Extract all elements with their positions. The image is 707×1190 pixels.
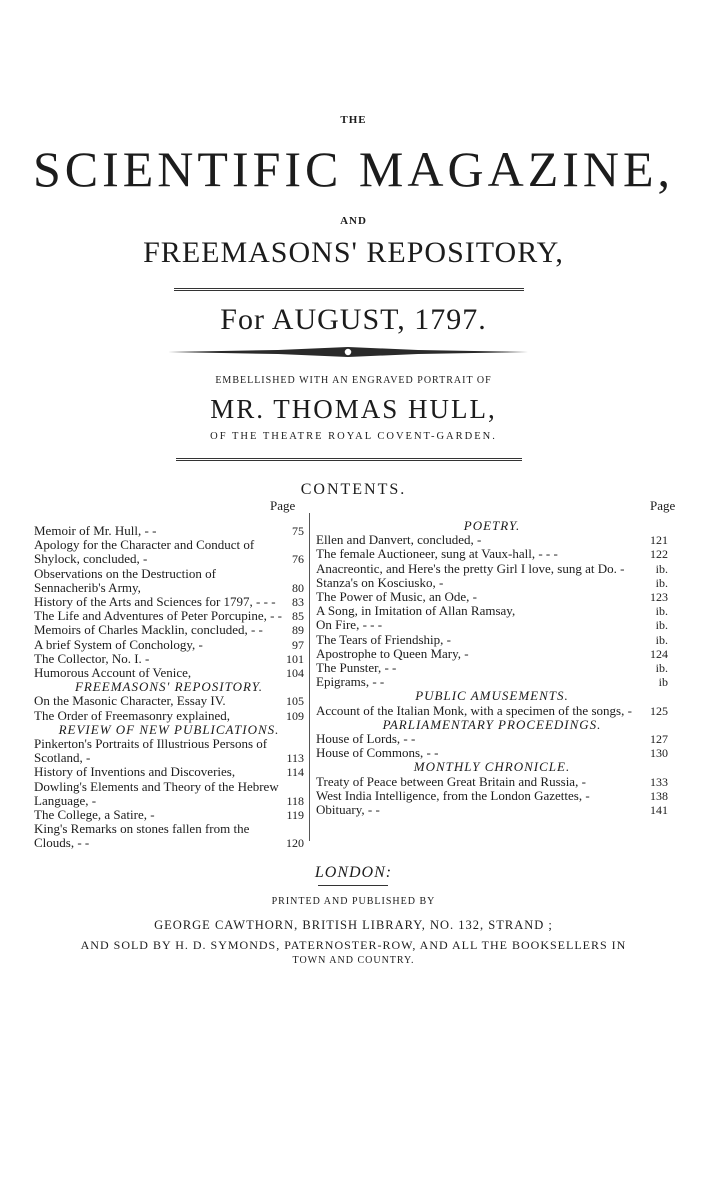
magazine-title-line1: SCIENTIFIC MAGAZINE, — [32, 141, 675, 197]
contents-entry-title: History of Inventions and Discoveries, — [34, 764, 236, 780]
and-label: AND — [340, 215, 367, 227]
contents-entry-page: 120 — [286, 836, 304, 851]
contents-entry — [34, 609, 304, 623]
issue-date: For AUGUST, 1797. — [220, 303, 487, 336]
contents-entry — [34, 652, 304, 666]
contents-entry-title: The Power of Music, an Ode, - — [316, 589, 478, 605]
double-rule-top — [174, 288, 524, 291]
contents-entry-page: 130 — [650, 746, 668, 761]
contents-entry-title: Ellen and Danvert, concluded, - — [316, 532, 482, 548]
contents-left-column — [34, 524, 304, 851]
contents-entry — [34, 765, 304, 779]
contents-entry-page: 101 — [286, 651, 304, 666]
contents-entry-title: West India Intelligence, from the London Gazettes, - — [316, 787, 590, 803]
contents-entry-title: A brief System of Conchology, - — [34, 636, 203, 652]
contents-entry — [316, 803, 668, 817]
contents-entry-page: 123 — [650, 590, 668, 605]
imprint-printed: PRINTED AND PUBLISHED BY — [271, 896, 436, 907]
contents-entry-title: Stanza's on Kosciusko, - — [316, 574, 444, 590]
contents-entry-page: 76 — [292, 552, 304, 567]
contents-section-heading: PARLIAMENTARY PROCEEDINGS. — [382, 716, 602, 732]
contents-heading: CONTENTS. — [300, 481, 407, 498]
the-label: THE — [340, 114, 367, 126]
contents-entry-page: ib. — [655, 561, 668, 576]
contents-entry-page: 113 — [286, 751, 304, 766]
contents-entry — [34, 623, 304, 637]
contents-entry-page: 89 — [292, 623, 304, 638]
contents-entry — [316, 547, 668, 561]
contents-section-heading: PUBLIC AMUSEMENTS. — [415, 688, 569, 704]
contents-entry-page: 85 — [292, 609, 304, 624]
contents-entry-title: The female Auctioneer, sung at Vaux-hall, - - - — [316, 546, 558, 562]
portrait-theatre: OF THE THEATRE ROYAL COVENT-GARDEN. — [210, 431, 497, 442]
contents-entry-title: Dowling's Elements and Theory of the Hebrew Language, - — [34, 778, 279, 808]
contents-entry-title: On the Masonic Character, Essay IV. — [34, 693, 226, 709]
contents-entry — [34, 524, 304, 538]
contents-entry-title: The Collector, No. I. - — [34, 650, 150, 666]
contents-entry — [316, 618, 668, 632]
contents-entry — [316, 590, 668, 604]
contents-entry-title: History of the Arts and Sciences for 1797, - - - — [34, 594, 276, 610]
contents-section-heading: REVIEW OF NEW PUBLICATIONS. — [58, 721, 280, 737]
contents-entry — [34, 638, 304, 652]
contents-entry-page: 118 — [286, 793, 304, 808]
contents-entry — [316, 775, 668, 789]
contents-entry — [316, 647, 668, 661]
page-label-right: Page — [650, 498, 676, 513]
contents-entry — [316, 576, 668, 590]
embellished-note: EMBELLISHED WITH AN ENGRAVED PORTRAIT OF — [215, 375, 492, 386]
contents-section-heading: POETRY. — [463, 518, 521, 533]
contents-entry — [34, 694, 304, 708]
contents-entry-page: 133 — [650, 774, 668, 789]
contents-entry-page: 75 — [292, 524, 304, 538]
double-rule-middle — [176, 458, 522, 461]
contents-entry-title: Apology for the Character and Conduct of Shylock, concluded, - — [34, 537, 255, 567]
contents-entry — [316, 562, 668, 576]
contents-entry-title: A Song, in Imitation of Allan Ramsay, — [316, 603, 516, 619]
contents-entry — [316, 661, 668, 675]
imprint-rule — [318, 885, 388, 886]
contents-entry-title: Humorous Account of Venice, — [34, 665, 192, 681]
contents-entry — [316, 633, 668, 647]
contents-entry — [316, 746, 668, 760]
contents-entry-page: ib. — [655, 604, 668, 619]
contents-entry-title: House of Commons, - - — [316, 745, 439, 761]
contents-entry-title: King's Remarks on stones fallen from the Clouds, - - — [34, 821, 250, 851]
contents-entry — [34, 595, 304, 609]
contents-section-heading: MONTHLY CHRONICLE. — [413, 759, 571, 775]
magazine-title-line2: FREEMASONS' REPOSITORY, — [143, 236, 564, 269]
contents-entry-page: ib. — [655, 575, 668, 590]
contents-entry — [316, 533, 668, 547]
contents-entry-page: 105 — [286, 694, 304, 709]
contents-entry-title: On Fire, - - - — [316, 617, 383, 633]
contents-entry-page: 104 — [286, 666, 304, 681]
contents-entry-title: The Order of Freemasonry explained, — [34, 707, 231, 723]
contents-entry-title: The Punster, - - — [316, 660, 397, 676]
column-divider — [309, 513, 310, 841]
contents-entry-title: The Life and Adventures of Peter Porcupine, - - — [34, 608, 283, 624]
contents-entry-title: Apostrophe to Queen Mary, - — [316, 645, 469, 661]
contents-entry — [316, 732, 668, 746]
contents-entry — [34, 737, 304, 765]
contents-entry-page: 122 — [650, 547, 668, 562]
contents-entry-page: ib — [658, 675, 668, 690]
contents-entry-page: ib. — [655, 661, 668, 676]
portrait-name: MR. THOMAS HULL, — [210, 394, 497, 424]
contents-entry-page: 125 — [650, 703, 668, 718]
imprint-city: LONDON: — [314, 864, 393, 881]
contents-entry — [34, 808, 304, 822]
contents-entry-page: ib. — [655, 632, 668, 647]
contents-entry — [34, 780, 304, 808]
contents-entry-page: 141 — [650, 803, 668, 818]
contents-entry-title: Memoir of Mr. Hull, - - — [34, 523, 157, 538]
contents-entry-title: The College, a Satire, - — [34, 807, 155, 823]
contents-entry — [34, 567, 304, 595]
contents-entry-title: Memoirs of Charles Macklin, concluded, - - — [34, 622, 263, 638]
contents-entry-page: 138 — [650, 788, 668, 803]
contents-entry-title: Obituary, - - — [316, 802, 380, 818]
contents-entry-page: 83 — [292, 595, 304, 610]
page-label-left: Page — [270, 498, 296, 513]
contents-entry-title: Pinkerton's Portraits of Illustrious Persons of Scotland, - — [34, 736, 268, 766]
contents-entry — [34, 538, 304, 566]
contents-entry-page: 97 — [292, 637, 304, 652]
contents-entry-title: Epigrams, - - — [316, 674, 385, 690]
contents-entry-page: 109 — [286, 708, 304, 723]
contents-entry-page: 124 — [650, 646, 668, 661]
contents-entry — [316, 675, 668, 689]
contents-entry-page: 80 — [292, 580, 304, 595]
contents-entry — [316, 604, 668, 618]
contents-right-column — [316, 519, 668, 817]
contents-entry-page: 127 — [650, 732, 668, 747]
contents-entry-title: The Tears of Friendship, - — [316, 631, 451, 647]
contents-entry — [316, 704, 668, 718]
contents-entry-page: 114 — [286, 765, 304, 780]
imprint-publisher-line2: AND SOLD BY H. D. SYMONDS, PATERNOSTER-ROW, AND ALL THE BOOKSELLERS IN — [80, 938, 627, 952]
imprint-publisher-line1: GEORGE CAWTHORN, BRITISH LIBRARY, NO. 132, STRAND ; — [154, 918, 553, 932]
contents-entry — [34, 822, 304, 850]
contents-entry-title: House of Lords, - - — [316, 731, 416, 747]
contents-entry — [316, 789, 668, 803]
contents-entry-title: Anacreontic, and Here's the pretty Girl I love, sung at Do. - — [316, 560, 625, 576]
contents-entry — [34, 666, 304, 680]
contents-entry-page: 119 — [286, 808, 304, 823]
contents-entry-title: Treaty of Peace between Great Britain and Russia, - — [316, 773, 586, 789]
contents-entry-title: Account of the Italian Monk, with a specimen of the songs, - — [316, 702, 632, 718]
contents-entry-title: Observations on the Destruction of Sennacherib's Army, — [34, 565, 216, 595]
imprint-publisher-line3: TOWN AND COUNTRY. — [292, 955, 415, 966]
contents-entry — [34, 709, 304, 723]
contents-section-heading: FREEMASONS' REPOSITORY. — [74, 679, 264, 695]
contents-entry-page: 121 — [650, 533, 668, 548]
contents-entry-page: ib. — [655, 618, 668, 633]
ornament-divider — [168, 346, 528, 358]
